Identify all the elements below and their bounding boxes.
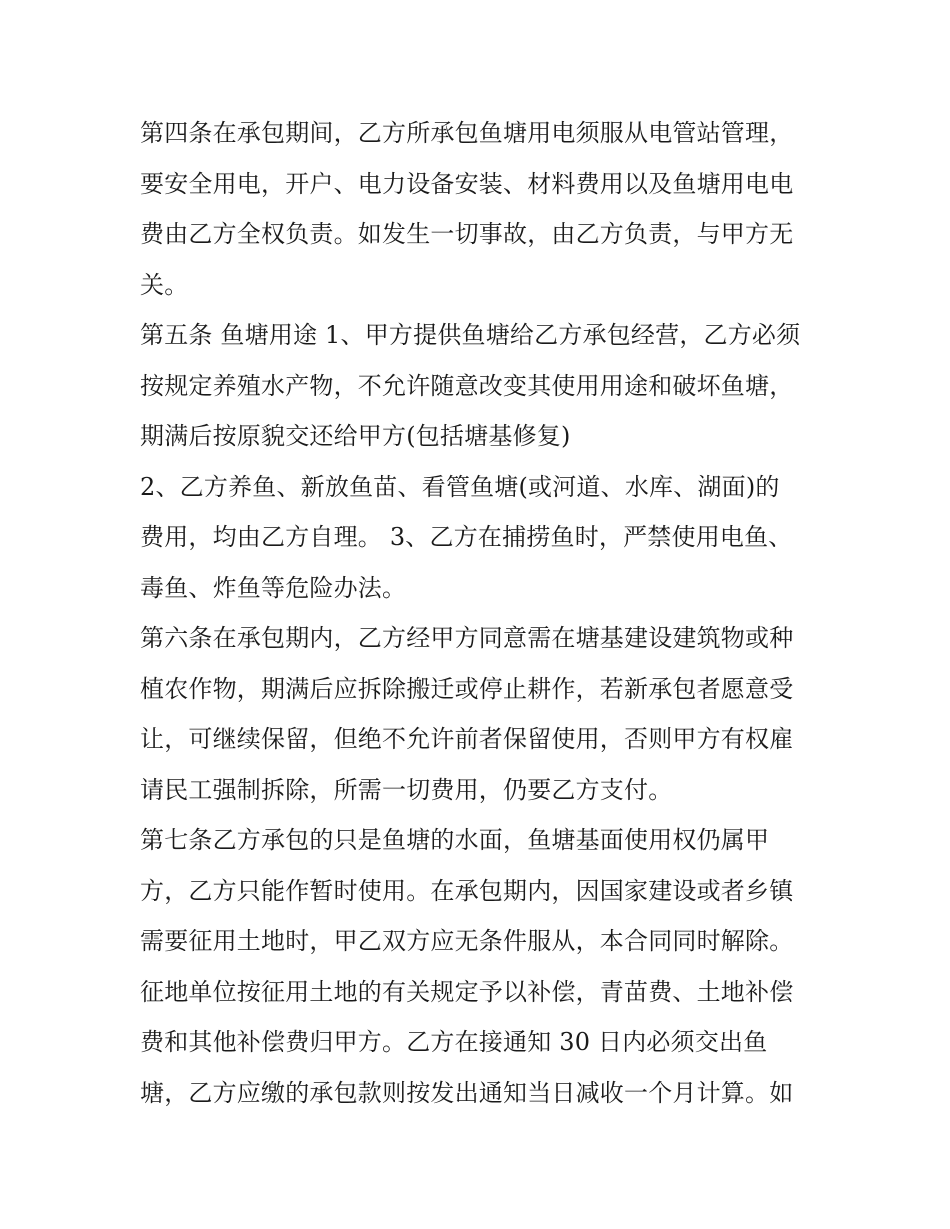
text-line: 第五条 鱼塘用途 1、甲方提供鱼塘给乙方承包经营，乙方必须 <box>140 321 801 349</box>
text-line: 费由乙方全权负责。如发生一切事故，由乙方负责，与甲方无 <box>140 220 794 248</box>
document-body <box>140 108 820 1118</box>
text-line: 2、乙方养鱼、新放鱼苗、看管鱼塘(或河道、水库、湖面)的 <box>140 472 780 501</box>
text-line: 费和其他补偿费归甲方。乙方在接通知 30 日内必须交出鱼 <box>140 1028 768 1056</box>
text-line: 关。 <box>140 270 189 299</box>
text-line: 第六条在承包期内，乙方经甲方同意需在塘基建设建筑物或种 <box>140 624 794 652</box>
text-line: 方，乙方只能作暂时使用。在承包期内，因国家建设或者乡镇 <box>140 876 794 905</box>
text-line: 第四条在承包期间，乙方所承包鱼塘用电须服从电管站管理， <box>140 119 794 147</box>
text-line: 费用，均由乙方自理。 3、乙方在捕捞鱼时，严禁使用电鱼、 <box>140 523 793 551</box>
text-line: 请民工强制拆除，所需一切费用，仍要乙方支付。 <box>140 775 673 804</box>
text-line: 按规定养殖水产物，不允许随意改变其使用用途和破坏鱼塘， <box>140 371 794 400</box>
text-line: 期满后按原貌交还给甲方(包括塘基修复) <box>140 422 571 450</box>
text-line: 塘，乙方应缴的承包款则按发出通知当日减收一个月计算。如 <box>140 1078 794 1107</box>
text-line: 让，可继续保留，但绝不允许前者保留使用，否则甲方有权雇 <box>140 725 794 753</box>
text-line: 毒鱼、炸鱼等危险办法。 <box>140 573 407 602</box>
text-line: 植农作物，期满后应拆除搬迁或停止耕作，若新承包者愿意受 <box>140 674 794 703</box>
text-line: 征地单位按征用土地的有关规定予以补偿，青苗费、土地补偿 <box>140 977 794 1006</box>
text-line: 要安全用电，开户、电力设备安装、材料费用以及鱼塘用电电 <box>140 169 794 198</box>
text-line: 需要征用土地时，甲乙双方应无条件服从，本合同同时解除。 <box>140 927 794 955</box>
text-line: 第七条乙方承包的只是鱼塘的水面，鱼塘基面使用权仍属甲 <box>140 826 770 854</box>
